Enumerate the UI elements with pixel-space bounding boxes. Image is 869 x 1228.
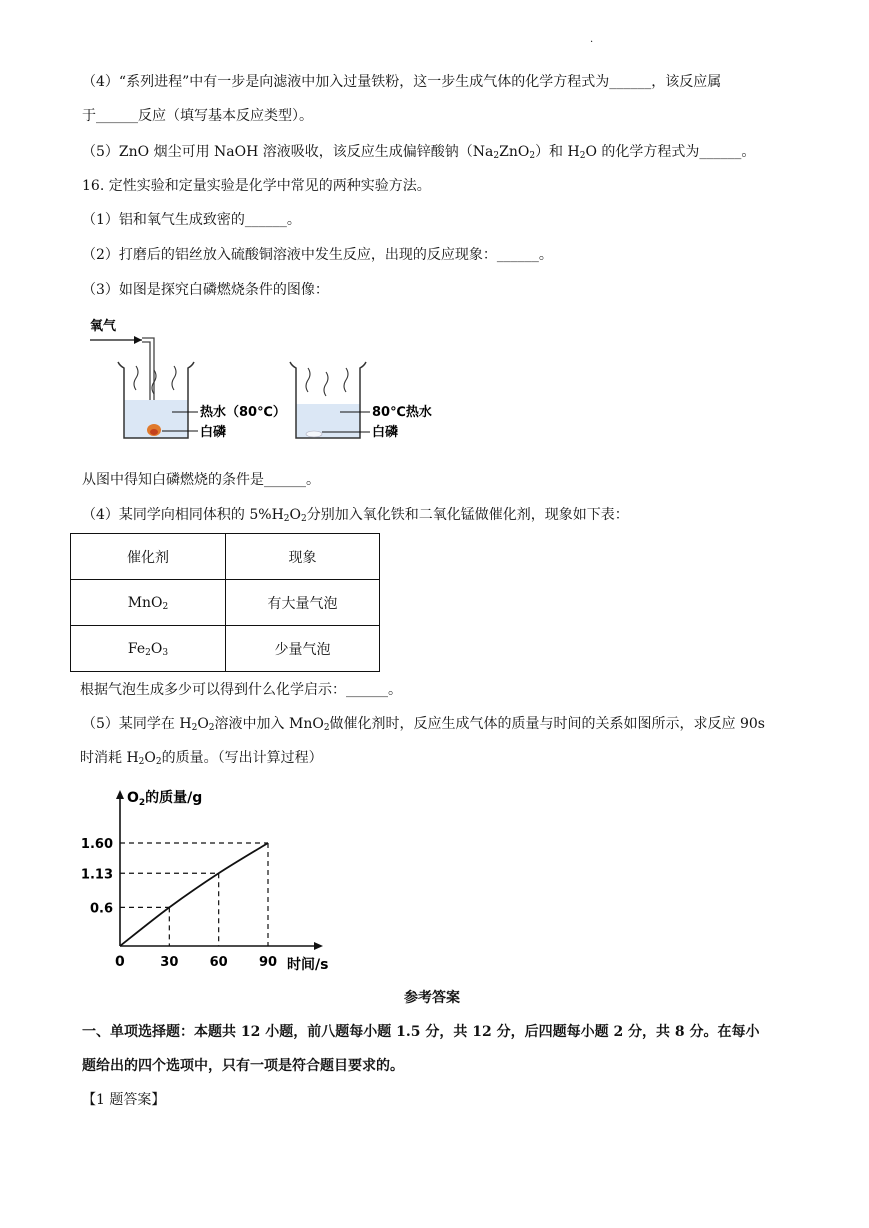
o2-mass-curve xyxy=(120,843,268,946)
x-tick-label: 90 xyxy=(258,955,278,970)
q16-part4-answer: 根据气泡生成多少可以得到什么化学启示：______。 xyxy=(80,682,402,698)
y-tick-label: 1.60 xyxy=(80,837,113,852)
right-white-phosphorus-label: 白磷 xyxy=(372,425,399,440)
table-header-catalyst: 催化剂 xyxy=(71,534,226,580)
q15-part4-line2: 于______反应（填写基本反应类型）。 xyxy=(82,108,313,124)
table-row xyxy=(71,534,380,580)
table-cell-fe2o3: $Fe_2O_3$ xyxy=(71,626,226,672)
q16-part3: （3）如图是探究白磷燃烧条件的图像： xyxy=(82,282,329,298)
table-row xyxy=(71,580,380,626)
answers-section1-line2: 题给出的四个选项中，只有一项是符合题目要求的。 xyxy=(82,1058,404,1074)
x-tick-label: 60 xyxy=(209,955,228,970)
oxygen-label: 氧气 xyxy=(90,319,117,334)
o2-mass-time-chart xyxy=(75,780,355,975)
left-hot-water-label: 热水（80℃） xyxy=(200,405,286,420)
q15-part5: （5）ZnO 烟尘可用 NaOH 溶液吸收，该反应生成偏锌酸钠$(Na_2ZnO_2)$和 $H_2O$ 的化学方程式为______。 xyxy=(82,144,756,161)
right-hot-water-label: 80℃热水 xyxy=(372,405,432,420)
table-cell-few-bubbles: 少量气泡 xyxy=(226,626,380,672)
q15-part4-line1: （4）“系列进程”中有一步是向滤液中加入过量铁粉，这一步生成气体的化学方程式为______，该反应属 xyxy=(82,74,722,90)
q16-part5-line2: 时消耗 $H_2O_2$的质量。（写出计算过程） xyxy=(80,750,323,767)
x-tick-label: 30 xyxy=(160,955,179,970)
table-cell-many-bubbles: 有大量气泡 xyxy=(226,580,380,626)
q16-part2: （2）打磨后的铝丝放入硫酸铜溶液中发生反应，出现的反应现象：______。 xyxy=(82,247,553,263)
page-mark: . xyxy=(590,34,594,45)
table-row xyxy=(71,626,380,672)
right-beaker xyxy=(290,362,370,438)
q16-intro: 16. 定性实验和定量实验是化学中常见的两种实验方法。 xyxy=(82,178,431,194)
q16-part5-line1: （5）某同学在 $H_2O_2$溶液中加入 MnO$_2$做催化剂时，反应生成气体的质量与时间的关系如图所示，求反应 90s xyxy=(82,716,765,733)
y-tick-label: 0.6 xyxy=(89,901,113,917)
table-header-phenomenon: 现象 xyxy=(226,534,380,580)
chart-ylabel: $O_2$的质量/g xyxy=(127,790,203,808)
y-tick-label: 1.13 xyxy=(80,867,113,883)
left-beaker xyxy=(118,362,198,438)
chart-origin-label: 0 xyxy=(115,954,125,970)
catalyst-table xyxy=(70,533,380,672)
chart-xlabel: 时间/s xyxy=(287,957,329,973)
q16-part4: （4）某同学向相同体积的 $5\%H_2O_2$分别加入氧化铁和二氧化锰做催化剂，现象如下表： xyxy=(82,507,629,524)
x-axis-arrow xyxy=(314,942,323,950)
phosphorus-experiment-figure xyxy=(82,312,442,447)
table-cell-mno2: MnO$_2$ xyxy=(71,580,226,626)
q16-part1: （1）铝和氧气生成致密的______。 xyxy=(82,212,301,228)
answers-q1-label: 【1 题答案】 xyxy=(82,1092,166,1108)
answers-title: 参考答案 xyxy=(404,990,460,1006)
answers-section1-line1: 一、单项选择题：本题共 12 小题，前八题每小题 1.5 分，共 12 分，后四题每小题 2 分，共 8 分。在每小 xyxy=(82,1024,760,1040)
left-white-phosphorus-label: 白磷 xyxy=(200,425,227,440)
y-axis-arrow xyxy=(116,790,124,799)
q16-part3-answer: 从图中得知白磷燃烧的条件是______。 xyxy=(82,472,320,488)
